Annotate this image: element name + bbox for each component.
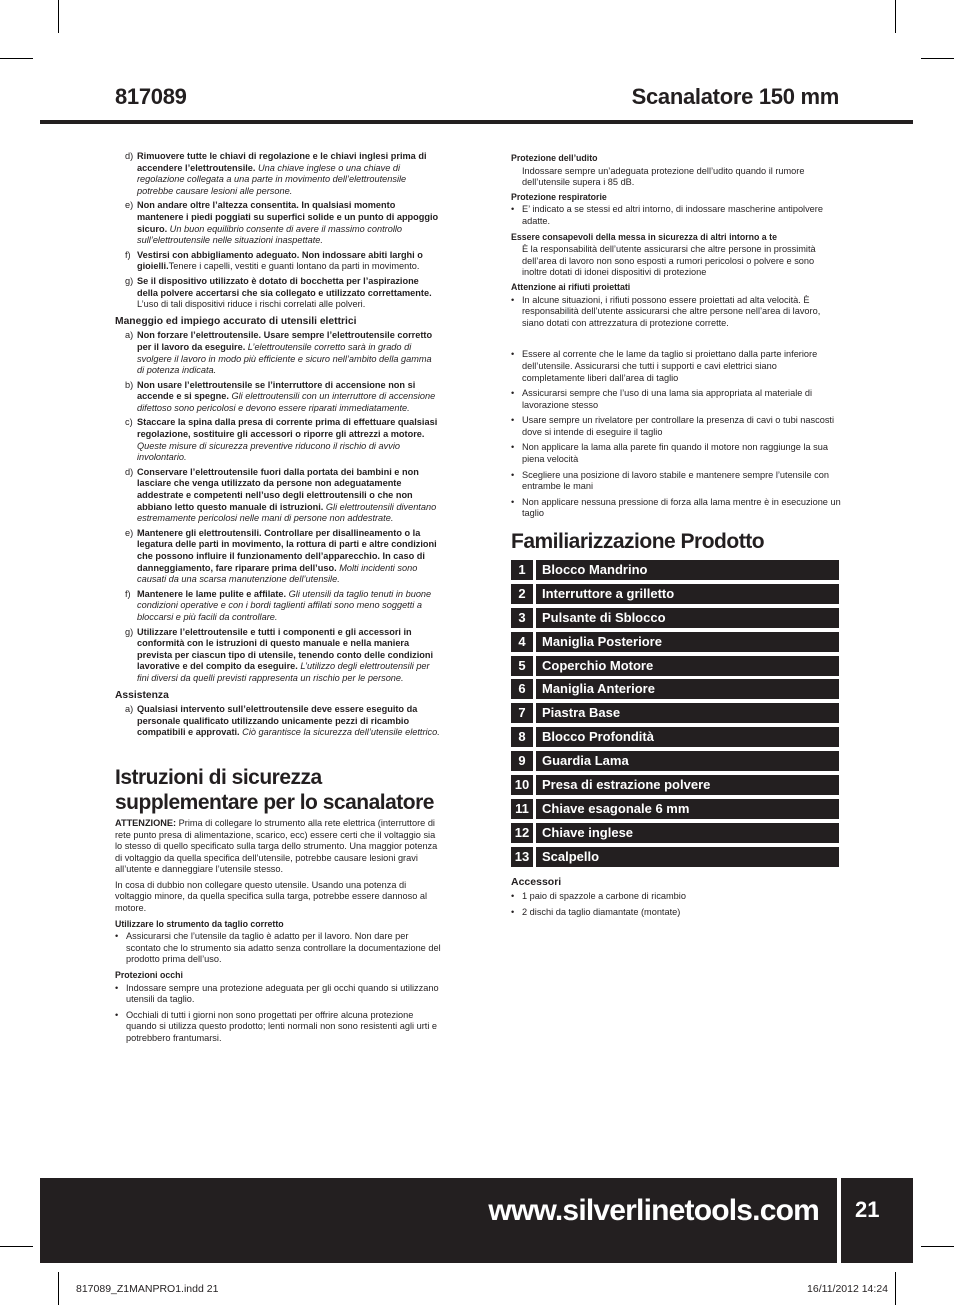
part-name: Blocco Mandrino [536, 560, 839, 580]
part-number: 9 [511, 751, 533, 771]
part-row [511, 679, 839, 699]
part-row [511, 560, 839, 580]
part-row [511, 799, 839, 819]
header-rule [40, 120, 913, 124]
bullet-item: • Occhiali di tutti i giorni non sono progettati per offrire alcuna protezione quando si utilizza questo prodotto; lenti normali non sono resistenti agli urti e potrebbero frantumarsi. [115, 1010, 441, 1045]
safety-list-personal [115, 151, 441, 311]
part-row [511, 823, 839, 843]
part-name: Interruttore a grilletto [536, 584, 839, 604]
item-bold-text: Rimuovere tutte le chiavi di regolazione e le chiavi inglesi prima di accendere l’elettroutensile. [137, 151, 427, 173]
safety-list-tool-use [115, 330, 441, 684]
safety-item [115, 467, 441, 525]
website-url: www.silverlinetools.com [488, 1194, 819, 1227]
warning-label: ATTENZIONE: [115, 817, 177, 828]
part-row [511, 608, 839, 628]
part-name: Chiave esagonale 6 mm [536, 799, 839, 819]
item-letter: a) [125, 704, 134, 715]
left-column [115, 151, 441, 1049]
bullet-item: • Non applicare nessuna pressione di forza alla lama mentre è in esecuzione un taglio [511, 497, 841, 520]
page-number: 21 [855, 1197, 880, 1222]
bullet-list [511, 295, 841, 330]
parts-list [511, 560, 839, 867]
part-row [511, 727, 839, 747]
part-row [511, 632, 839, 652]
safety-item [115, 627, 441, 685]
part-number: 3 [511, 608, 533, 628]
item-letter: g) [125, 275, 134, 286]
label: Protezione dell’udito [511, 153, 598, 163]
bullet-item: • Non applicare la lama alla parete fin quando il motore non raggiunge la sua piena velocità [511, 442, 841, 465]
part-number: 1 [511, 560, 533, 580]
page-number-box [841, 1178, 913, 1263]
item-letter: f) [125, 588, 131, 599]
item-letter: b) [125, 379, 134, 390]
safety-item [115, 200, 441, 246]
item-italic-text: Gli utensili da taglio tenuti in buone condizioni operative e con i bordi taglienti affilati sono meno soggetti a bloccarsi e più facili da controllare. [137, 588, 432, 622]
part-number: 7 [511, 703, 533, 723]
item-letter: c) [125, 417, 133, 428]
section-subheading: Assistenza [115, 689, 169, 701]
safety-item [115, 151, 441, 197]
slug-filename: 817089_Z1MANPRO1.indd 21 [76, 1283, 219, 1295]
product-code: 817089 [115, 84, 187, 109]
label: Protezioni occhi [115, 970, 183, 981]
part-number: 12 [511, 823, 533, 843]
part-row [511, 751, 839, 771]
crop-mark [0, 58, 33, 59]
bullet-list [115, 983, 441, 1045]
item-letter: d) [125, 466, 134, 477]
part-row [511, 656, 839, 676]
accessory-item: • 1 paio di spazzole a carbone di ricambio [511, 891, 841, 903]
bullet-item: • Essere al corrente che le lame da taglio si proiettano dalla parte inferiore dell’utensile. Assicurarsi che tutti i supporti e cavi elettrici siano completamente liberi dall’area di taglio [511, 349, 841, 384]
bullet-list [511, 349, 841, 520]
part-row [511, 847, 839, 867]
part-number: 11 [511, 799, 533, 819]
label: Protezione respiratorie [511, 191, 607, 202]
label: Attenzione ai rifiuti proiettati [511, 281, 631, 292]
item-italic-text: Molti incidenti sono causati da una scarsa manutenzione dell’utensile. [137, 562, 418, 585]
item-letter: e) [125, 527, 134, 538]
part-name: Chiave inglese [536, 823, 839, 843]
item-bold-text: Mantenere gli elettroutensili. Controllare per disallineamento o la legatura delle parti in movimento, la rottura di parti e altre condizioni che possono influire il funzionamento dell’apparecchio. In caso di danneggiamento, fare riparare prima dell’uso. [137, 527, 437, 573]
crop-mark [0, 1246, 33, 1247]
product-familiarisation-heading: Familiarizzazione Prodotto [511, 530, 765, 554]
safety-item [115, 330, 441, 376]
item-bold-text: Utilizzare l’elettroutensile e tutti i componenti e gli accessori in conformità con le istruzioni di questo manuale e nella maniera prevista per ciascun tipo di utensile, tenendo conto delle condizioni lavorative e del compito da eseguire. [137, 626, 434, 672]
item-italic-text: Gli elettroutensili con un interruttore di accensione difettoso sono pericolosi e devono essere riparati immediatamente. [137, 391, 436, 413]
section-subheading: Maneggio ed impiego accurato di utensili elettrici [115, 315, 357, 327]
part-name: Pulsante di Sblocco [536, 608, 839, 628]
item-text: L’uso di tali dispositivi riduce i rischi correlati alle polveri. [137, 299, 366, 310]
part-name: Presa di estrazione polvere [536, 775, 839, 795]
section-heading: Istruzioni di sicurezza supplementare per lo scanalatore [115, 765, 434, 814]
part-name: Scalpello [536, 847, 839, 867]
item-italic-text: Una chiave inglese o una chiave di regolazione collegata a una parte in movimento dell’elettroutensile potrebbe causare lesioni alle persone. [137, 162, 407, 196]
item-bold-text: Mantenere le lame pulite e affilate. [137, 588, 287, 599]
bullet-item: • E’ indicato a se stessi ed altri intorno, di indossare mascherine antipolvere adatte. [511, 204, 841, 227]
part-number: 8 [511, 727, 533, 747]
safety-item [115, 528, 441, 586]
slug-date: 16/11/2012 14:24 [807, 1283, 888, 1295]
crop-mark [895, 1272, 896, 1305]
footer-bar [40, 1178, 837, 1263]
bullet-item: • Scegliere una posizione di lavoro stabile e mantenere sempre l’utensile con entrambe le mani [511, 470, 841, 493]
crop-mark [921, 1246, 954, 1247]
right-column [511, 151, 841, 923]
item-bold-text: Vestirsi con abbigliamento adeguato. Non indossare abiti larghi o gioielli. [137, 249, 423, 272]
crop-mark [58, 1272, 59, 1305]
item-bold-text: Non andare oltre l’altezza consentita. In qualsiasi momento mantenere i piedi poggiati su superfici solide e un punto di appoggio sicuro. [137, 200, 439, 234]
part-name: Blocco Profondità [536, 727, 839, 747]
safety-item [115, 417, 441, 463]
bullet-item: • Usare sempre un rivelatore per controllare la presenza di cavi o tubi nascosti dove si intende di eseguire il taglio [511, 415, 841, 438]
safety-item [115, 276, 441, 311]
item-letter: e) [125, 200, 134, 211]
item-bold-text: Conservare l’elettroutensile fuori dalla portata dei bambini e non lasciare che venga utilizzato da persone non adeguatamente addestrate e competenti nell’uso degli elettroutensili o che non abbiano letto questo manuale di istruzioni. [137, 466, 419, 512]
page-title: Scanalatore 150 mm [631, 84, 839, 109]
label: Utilizzare lo strumento da taglio corretto [115, 918, 284, 929]
part-row [511, 775, 839, 795]
accessories-list [511, 891, 841, 918]
item-italic-text: Queste misure di sicurezza preventive riducono il rischio di avvio involontario. [137, 440, 400, 463]
item-bold-text: Non usare l’elettroutensile se l’interruttore di accensione non si accende e si spegne. [137, 379, 416, 402]
part-number: 2 [511, 584, 533, 604]
part-number: 10 [511, 775, 533, 795]
crop-mark [921, 58, 954, 59]
item-italic-text: Ciò garantisce la sicurezza dell’utensile elettrico. [239, 727, 440, 738]
safety-item [115, 380, 441, 415]
safety-item [115, 704, 441, 739]
item-italic-text: Un buon equilibrio consente di avere il massimo controllo sull’elettroutensile nelle situazioni inaspettate. [137, 223, 403, 246]
crop-mark [58, 0, 59, 33]
safety-list-service [115, 704, 441, 739]
indented-paragraph: È la responsabilità dell’utente assicurarsi che altre persone in prossimità dell’area di lavoro non sono esposti a rumori pericolosi o polvere e sono inoltre dotati di idonei dispositivi di protezione [522, 244, 816, 278]
item-italic-text: L’utilizzo degli elettroutensili per fini diversi da quelli previsti rappresenta un rischio per le persone. [137, 661, 430, 683]
part-name: Guardia Lama [536, 751, 839, 771]
part-name: Maniglia Posteriore [536, 632, 839, 652]
label: Essere consapevoli della messa in sicurezza di altri intorno a te [511, 231, 777, 242]
bullet-item: • Assicurarsi sempre che l’uso di una lama sia appropriata al materiale di lavorazione stesso [511, 388, 841, 411]
item-italic-text: Gli elettroutensili diventano estremamente pericolosi nelle mani di persone non addestrate. [137, 501, 437, 524]
bullet-item: • Assicurarsi che l’utensile da taglio è adatto per il lavoro. Non dare per scontato che lo strumento sia adatto senza controllare la documentazione del prodotto prima dell’uso. [115, 931, 441, 966]
item-bold-text: Qualsiasi intervento sull’elettroutensile deve essere eseguito da personale qualificato utilizzando unicamente pezzi di ricambio compatibili e approvati. [137, 704, 418, 738]
item-letter: g) [125, 626, 134, 637]
bullet-list [511, 204, 841, 227]
crop-mark [895, 0, 896, 33]
part-name: Maniglia Anteriore [536, 679, 839, 699]
item-letter: f) [125, 249, 131, 260]
part-number: 4 [511, 632, 533, 652]
item-bold-text: Se il dispositivo utilizzato è dotato di bocchetta per l’aspirazione della polvere accertarsi che sia collegato e utilizzato correttamente. [137, 275, 432, 298]
item-letter: d) [125, 151, 134, 161]
paragraph: In cosa di dubbio non collegare questo utensile. Usando una potenza di voltaggio minore, da quella specifica sulla targa, potrebbe essere dannoso al motore. [115, 879, 428, 914]
item-italic-text: L’elettroutensile corretto sarà in grado di svolgere il lavoro in modo più efficiente e sicuro nell’ambito della gamma di potenza indicata. [137, 341, 432, 376]
part-name: Piastra Base [536, 703, 839, 723]
part-number: 13 [511, 847, 533, 867]
part-number: 5 [511, 656, 533, 676]
indented-paragraph: Indossare sempre un’adeguata protezione dell’udito quando il rumore dell’utensile supera i 85 dB. [522, 165, 805, 188]
bullet-list [115, 931, 441, 966]
part-name: Coperchio Motore [536, 656, 839, 676]
item-letter: a) [125, 330, 134, 341]
item-bold-text: Non forzare l’elettroutensile. Usare sempre l’elettroutensile corretto per il lavoro da eseguire. [137, 330, 433, 352]
accessory-item: • 2 dischi da taglio diamantate (montate) [511, 907, 841, 919]
bullet-item: • Indossare sempre una protezione adeguata per gli occhi quando si utilizzano utensili da taglio. [115, 983, 441, 1006]
item-bold-text: Staccare la spina dalla presa di corrente prima di effettuare qualsiasi regolazione, sostituire gli accessori o riporre gli attrezzi a motore. [137, 417, 438, 440]
item-text: Tenere i capelli, vestiti e guanti lontano da parti in movimento. [168, 261, 420, 272]
safety-item [115, 589, 441, 624]
bullet-item: • In alcune situazioni, i rifiuti possono essere proiettati ad alta velocità. È responsabilità dell’utente assicurarsi che altre persone nell’area di lavoro, siano dotati con attrezzatura di protezione corrette. [511, 295, 841, 330]
accessories-heading: Accessori [511, 875, 562, 888]
safety-item [115, 250, 441, 273]
part-number: 6 [511, 679, 533, 699]
part-row [511, 703, 839, 723]
part-row [511, 584, 839, 604]
warning-paragraph: ATTENZIONE: Prima di collegare lo strumento alla rete elettrica (interruttore di rete punto presa di alimentazione, scarico, ecc) essere certi che il voltaggio sia lo stesso di quello specificato sulla targa dello strumento. Una maggior potenza di voltaggio da quella specifica dell’utensile, potrebbe causare lesioni gravi all’utente e danneggiare l’utensile stesso. [115, 817, 438, 875]
